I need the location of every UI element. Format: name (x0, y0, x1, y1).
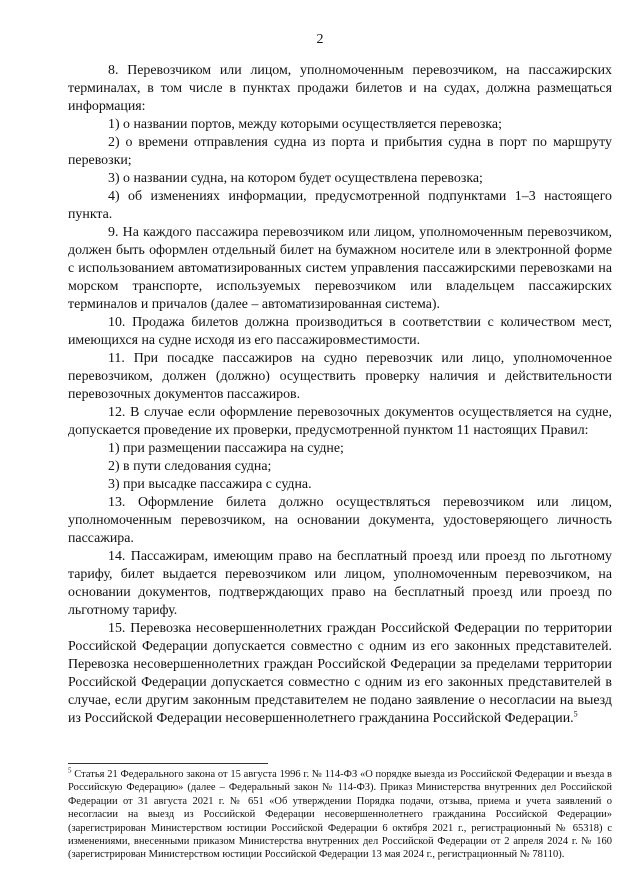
footnote-reference: 5 (573, 709, 578, 719)
footnote (68, 768, 612, 862)
list-item: 1) при размещении пассажира на судне; (108, 441, 344, 456)
paragraph-15-text: 15. Перевозка несовершеннолетних граждан Российской Федерации по территории Российской Федерации допускается совместно с одним из его законных представителей. Перевозка несовершеннолетних граждан Российской Федерации за пределами территории Российской Федерации допускается совместно с одним из его законных представителей в случае, если другим законным представителем не подано заявление о несогласии на выезд из Российской Федерации несовершеннолетнего гражданина Российской Федерации. (68, 621, 612, 726)
paragraph-12: 12. В случае если оформление перевозочных документов осуществляется на судне, допускается проведение их проверки, предусмотренной пунктом 11 настоящих Правил: (68, 405, 612, 438)
footnote-text: Статья 21 Федерального закона от 15 августа 1996 г. № 114-ФЗ «О порядке выезда из Российской Федерации и въезда в Российскую Федерацию» (далее – Федеральный закон № 114-ФЗ). Приказ Министерства внутренних дел Российской Федерации от 31 августа 2021 г. № 651 «Об утверждении Порядка подачи, отзыва, приема и учета заявлений о несогласии на выезд из Российской Федерации несовершеннолетнего гражданина Российской Федерации» (зарегистрирован Министерством юстиции Российской Федерации 6 октября 2021 г., регистрационный № 65318) с изменениями, внесенными приказом Министерства внутренних дел Российской Федерации от 2 апреля 2024 г. № 160 (зарегистрирован Министерством юстиции Российской Федерации 13 мая 2024 г., регистрационный № 78110). (68, 769, 612, 861)
paragraph-10: 10. Продажа билетов должна производиться в соответствии с количеством мест, имеющихся на судне исходя из его пассажировместимости. (68, 315, 612, 348)
footnote-marker: 5 (68, 766, 72, 775)
paragraph-8: 8. Перевозчиком или лицом, уполномоченным перевозчиком, на пассажирских терминалах, в том числе в пунктах продажи билетов и на судах, должна размещаться информация: (68, 63, 612, 114)
paragraph-13: 13. Оформление билета должно осуществляться перевозчиком или лицом, уполномоченным перевозчиком, на основании документа, удостоверяющего личность пассажира. (68, 495, 612, 546)
paragraph-14: 14. Пассажирам, имеющим право на бесплатный проезд или проезд по льготному тарифу, билет выдается перевозчиком или лицом, уполномоченным перевозчиком, на основании документов, подтверждающих право на бесплатный проезд или проезд по льготному тарифу. (68, 549, 612, 618)
paragraph-15 (68, 620, 612, 728)
list-item: 2) о времени отправления судна из порта и прибытия судна в порт по маршруту перевозки; (68, 135, 612, 168)
list-item: 4) об изменениях информации, предусмотренной подпунктами 1–3 настоящего пункта. (68, 189, 612, 222)
document-body (68, 62, 612, 728)
paragraph-9: 9. На каждого пассажира перевозчиком или лицом, уполномоченным перевозчиком, должен быть оформлен отдельный билет на бумажном носителе или в электронной форме с использованием автоматизированных систем управления пассажирскими перевозками на морском транспорте, используемых перевозчиком или владельцем пассажирских терминалов и причалов (далее – автоматизированная система). (68, 225, 612, 312)
paragraph-11: 11. При посадке пассажиров на судно перевозчик или лицо, уполномоченное перевозчиком, должен (должно) осуществить проверку наличия и действительности перевозочных документов пассажиров. (68, 351, 612, 402)
list-item: 3) при высадке пассажира с судна. (108, 477, 312, 492)
list-item: 3) о названии судна, на котором будет осуществлена перевозка; (108, 171, 483, 186)
list-item: 2) в пути следования судна; (108, 459, 272, 474)
page-number: 2 (316, 32, 324, 47)
footnote-separator (68, 763, 268, 764)
footnotes (68, 768, 612, 862)
list-item: 1) о названии портов, между которыми осуществляется перевозка; (108, 117, 502, 132)
